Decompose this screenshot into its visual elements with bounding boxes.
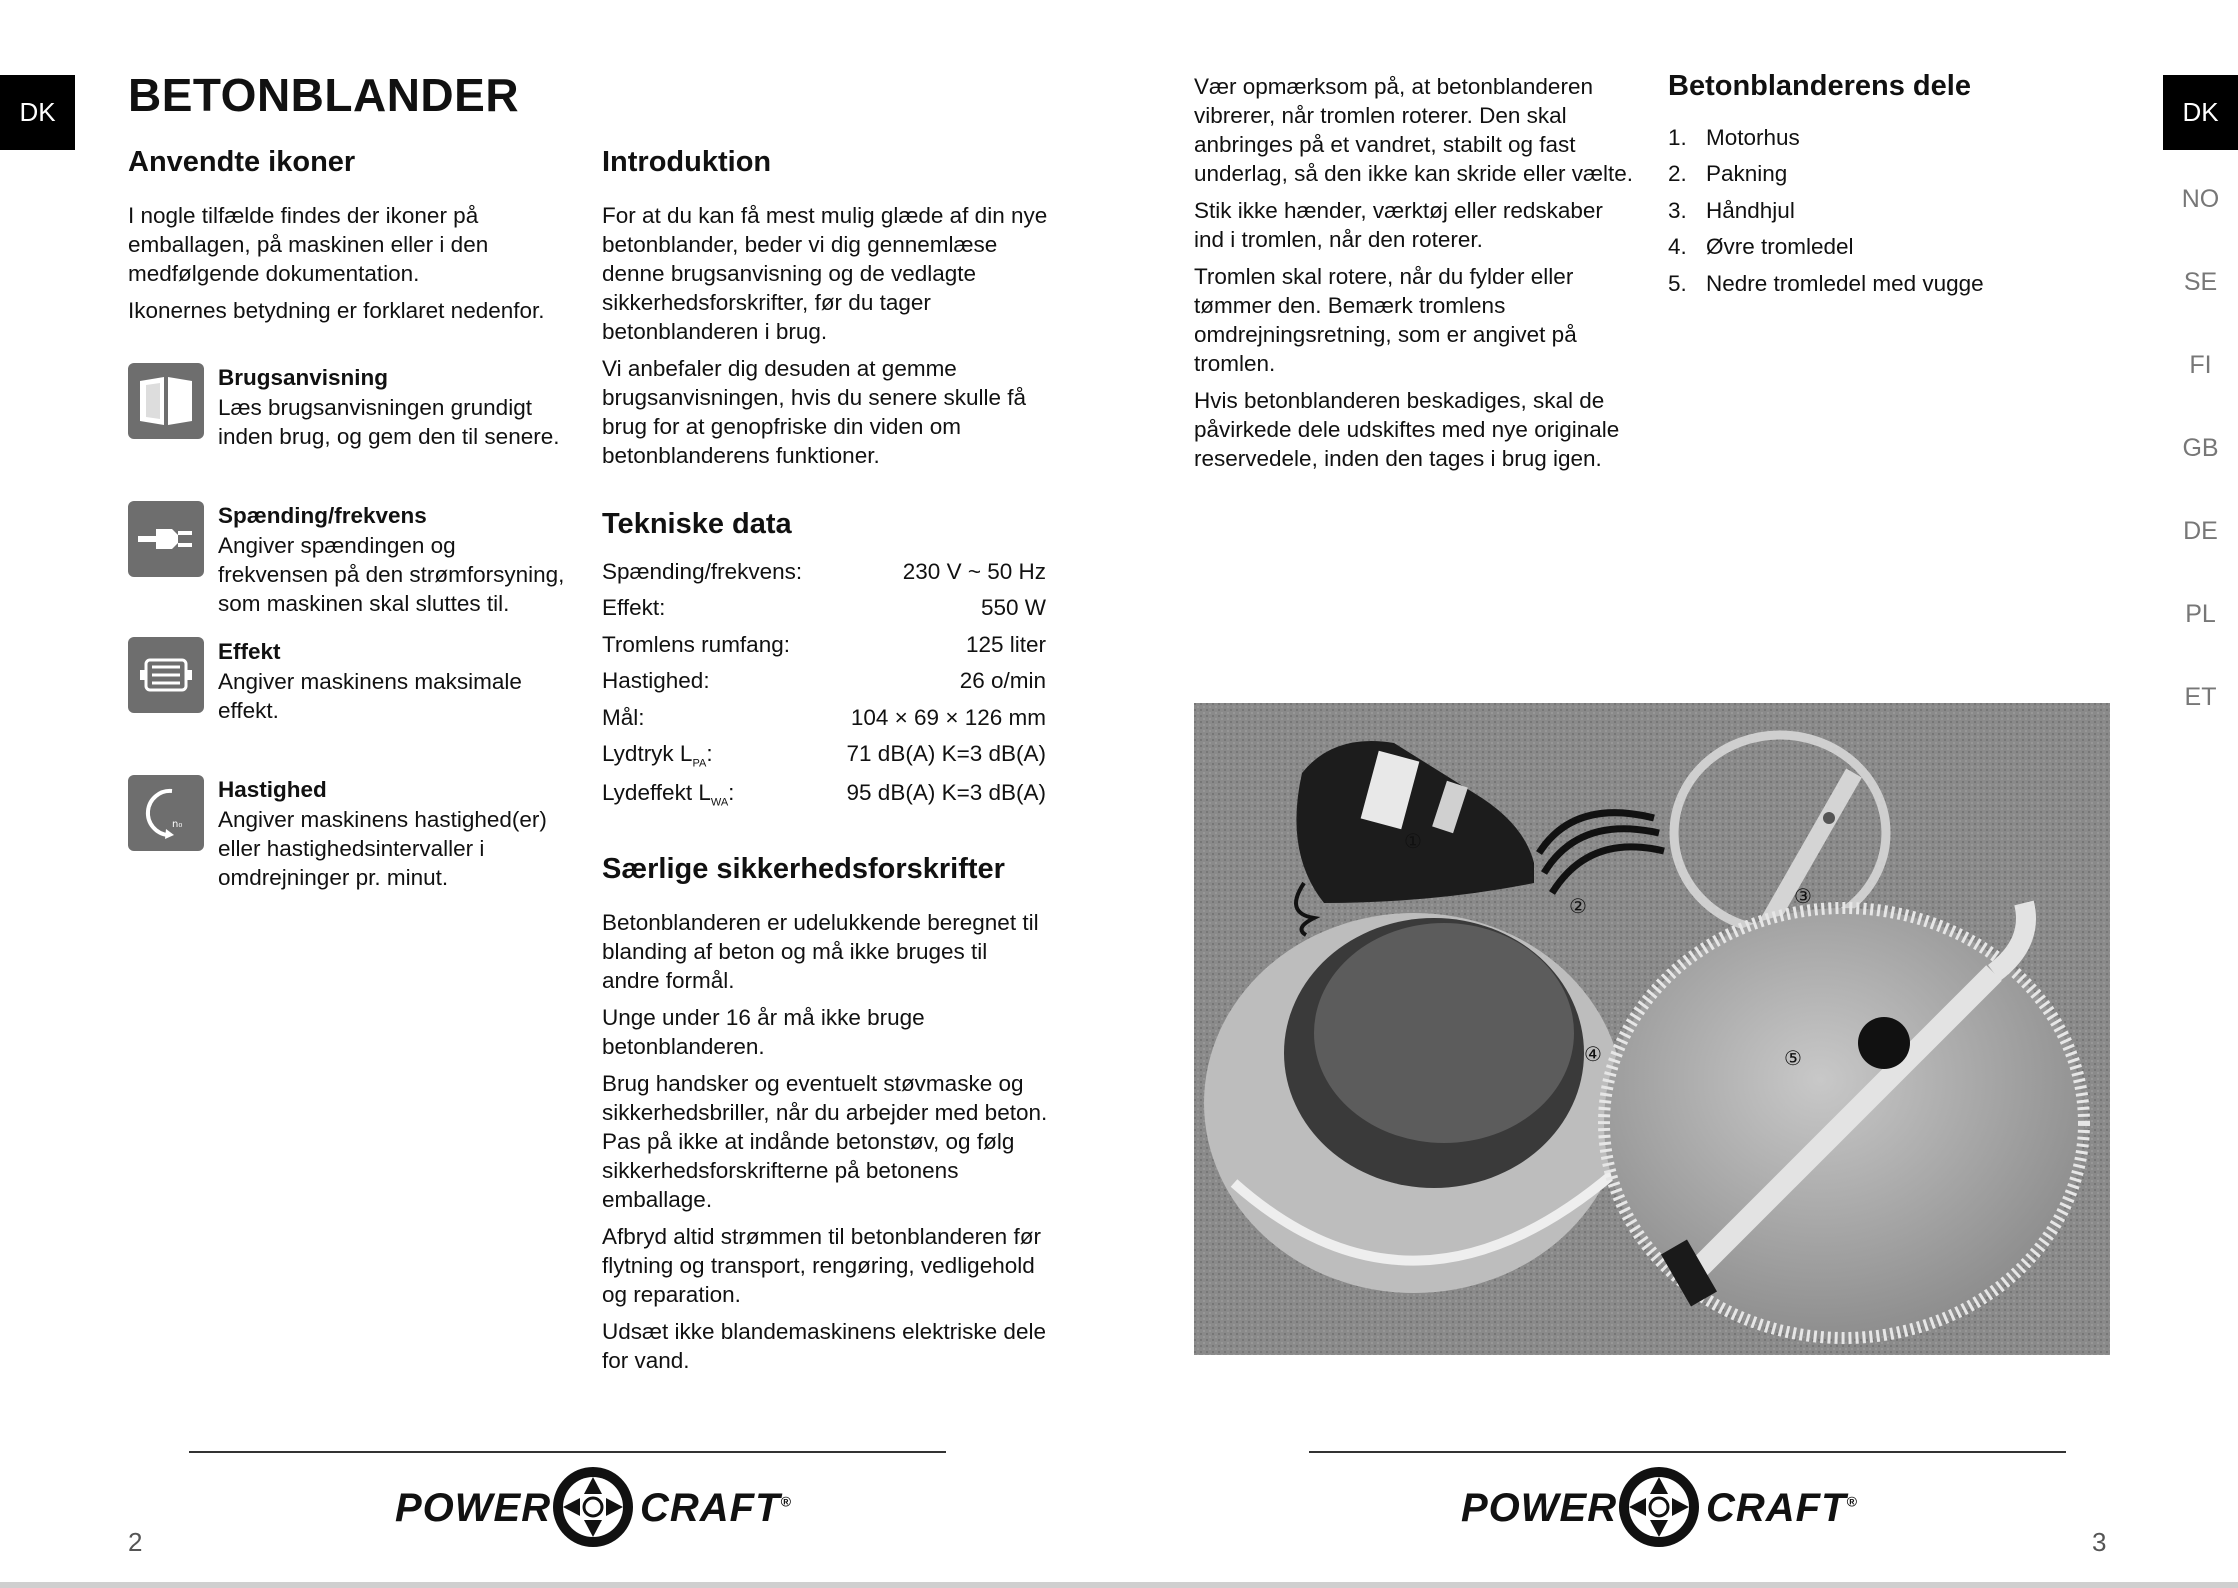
table-row [602,557,1046,593]
spec-value: 230 V ~ 50 Hz [902,559,1046,584]
spec-value: 550 W [980,595,1046,621]
icon-title: Effekt [218,639,281,664]
technical-data-table [602,557,1046,818]
spec-label: Hastighed: [602,668,710,694]
page-title: BETONBLANDER [128,69,520,121]
safety-paragraph: Brug handsker og eventuelt støvmaske og sikkerhedsbriller, når du arbejder med beton. Pas på ikke at indånde betonstøv, og følg sikkerhedsforskrifterne på betonens emballage. [602,1071,1048,1212]
language-tab-dk-right: DK [2163,75,2238,150]
motor-icon [128,637,204,713]
spec-value: 125 liter [965,631,1046,657]
list-item: 5. Nedre tromledel med vugge [1668,270,1984,296]
language-tab-pl: PL [2185,600,2216,628]
photo-callout: ⑤ [1784,1046,1802,1070]
language-tab-et: ET [2184,683,2217,711]
aperture-logo-icon [550,1464,636,1550]
safety-paragraph: Afbryd altid strømmen til betonblanderen før flytning og transport, rengøring, vedligehold og reparation. [602,1224,1041,1307]
safety-paragraph: Betonblanderen er udelukkende beregnet til blanding af beton og må ikke bruges til andre formål. [602,910,1039,993]
icon-description: Angiver maskinens maksimale effekt. [218,669,522,723]
icon-title: Brugsanvisning [218,365,389,390]
table-row [602,778,1046,818]
list-item: 1. Motorhus [1668,125,1800,150]
warning-paragraph: Stik ikke hænder, værktøj eller redskaber ind i tromlen, når den roterer. [1194,198,1603,252]
subscript: WA [710,796,729,809]
logo-word-craft: CRAFT® [1706,1486,1858,1530]
warning-paragraph: Vær opmærksom på, at betonblanderen vibrerer, når tromlen roterer. Den skal anbringes på et vandret, stabilt og fast underlag, så den ikke kan skride eller vælte. [1194,74,1633,186]
spec-value: 26 o/min [959,668,1046,694]
icon-legend-item [128,501,568,618]
icon-legend-item [128,775,568,892]
footer-divider [189,1451,946,1453]
safety-paragraph: Unge under 16 år må ikke bruge betonblanderen. [602,1005,925,1059]
safety-section [602,853,1048,1383]
powercraft-logo [393,1464,793,1554]
parts-heading: Betonblanderens dele [1668,70,1971,102]
spec-value: 104 × 69 × 126 mm [850,704,1046,730]
warnings-column [1194,72,1634,481]
photo-callout: ④ [1584,1042,1602,1066]
footer-divider [1309,1451,2066,1453]
introduction-paragraph: Vi anbefaler dig desuden at gemme brugsanvisningen, hvis du senere skulle få brug for at genopfriske din viden om betonblanderens funktioner. [602,356,1027,468]
safety-heading: Særlige sikkerhedsforskrifter [602,853,1005,885]
table-row [602,630,1046,666]
language-tab-se: SE [2183,268,2218,296]
icons-heading: Anvendte ikoner [128,146,356,178]
icon-description: Angiver maskinens hastighed(er) eller hastighedsintervaller i omdrejninger pr. minut. [218,807,547,890]
list-item: 3. Håndhjul [1668,197,1795,223]
language-tab-fi: FI [2189,351,2212,379]
plug-icon [128,501,204,577]
table-row [602,666,1046,702]
logo-word-power: POWER [395,1486,552,1530]
parts-photo-image [1194,703,2110,1355]
icon-title: Hastighed [218,777,327,802]
technical-data-heading: Tekniske data [602,508,792,540]
powercraft-logo [1459,1464,1859,1554]
warning-paragraph: Tromlen skal rotere, når du fylder eller tømmer den. Bemærk tromlens omdrejningsretning, som er angivet på tromlen. [1194,264,1577,376]
aperture-logo-icon [1616,1464,1702,1550]
introduction-section [602,146,1048,478]
list-item: 2. Pakning [1668,161,1788,187]
icon-description: Læs brugsanvisningen grundigt inden brug, og gem den til senere. [218,395,560,449]
icons-intro-paragraph: I nogle tilfælde findes der ikoner på emballagen, på maskinen eller i den medfølgende dokumentation. [128,203,489,286]
technical-data-section [602,508,1048,818]
language-tab-no: NO [2181,185,2220,213]
spec-label: Tromlens rumfang: [602,631,790,657]
spec-label: Lydtryk $L_{PA}$: [602,740,713,770]
table-row [602,739,1046,779]
svg-text:n₀: n₀ [172,819,183,830]
spec-label: Spænding/frekvens: [602,559,803,584]
introduction-heading: Introduktion [602,146,772,178]
parts-photo [1194,703,2110,1355]
subscript: PA [692,757,707,770]
language-tab-dk-left: DK [0,75,75,150]
page-number: 2 [128,1527,143,1557]
logo-word-craft: CRAFT® [640,1486,792,1530]
language-tab-gb: GB [2182,434,2219,462]
list-item: 4. Øvre tromledel [1668,234,1854,260]
introduction-paragraph: For at du kan få mest mulig glæde af din nye betonblander, beder vi dig gennemlæse denne brugsanvisning og de vedlagte sikkerhedsforskrifter, før du tager betonblanderen i brug. [602,203,1048,344]
safety-paragraph: Udsæt ikke blandemaskinens elektriske dele for vand. [602,1319,1046,1373]
icon-title: Spænding/frekvens [218,503,427,528]
icon-legend-item [128,363,568,451]
icons-intro-paragraph: Ikonernes betydning er forklaret nedenfor. [128,298,545,323]
page-bottom-edge [0,1582,2238,1588]
spec-label: Effekt: [602,595,666,621]
warning-paragraph: Hvis betonblanderen beskadiges, skal de påvirkede dele udskiftes med nye originale reservedele, inden den tages i brug igen. [1194,388,1620,471]
parts-list [1668,123,2108,305]
table-row [602,593,1046,629]
book-icon [128,363,204,439]
icons-section [128,146,578,333]
page-number: 3 [2092,1527,2107,1557]
spec-value: 71 dB(A) K=3 dB(A) [846,740,1046,766]
photo-callout: ③ [1794,884,1812,908]
spec-value: 95 dB(A) K=3 dB(A) [846,780,1046,806]
photo-callout: ② [1569,894,1587,918]
photo-callout: ① [1404,829,1422,853]
parts-section [1668,70,2108,305]
language-tab-de: DE [2183,517,2218,545]
icon-legend-item [128,637,568,725]
spec-label: Mål: [602,704,645,730]
table-row [602,703,1046,739]
logo-word-power: POWER [1461,1486,1618,1530]
speed-icon [128,775,204,851]
spec-label: Lydeffekt $L_{WA}$: [602,780,735,809]
icon-description: Angiver spændingen og frekvensen på den strømforsyning, som maskinen skal sluttes til. [218,533,565,616]
